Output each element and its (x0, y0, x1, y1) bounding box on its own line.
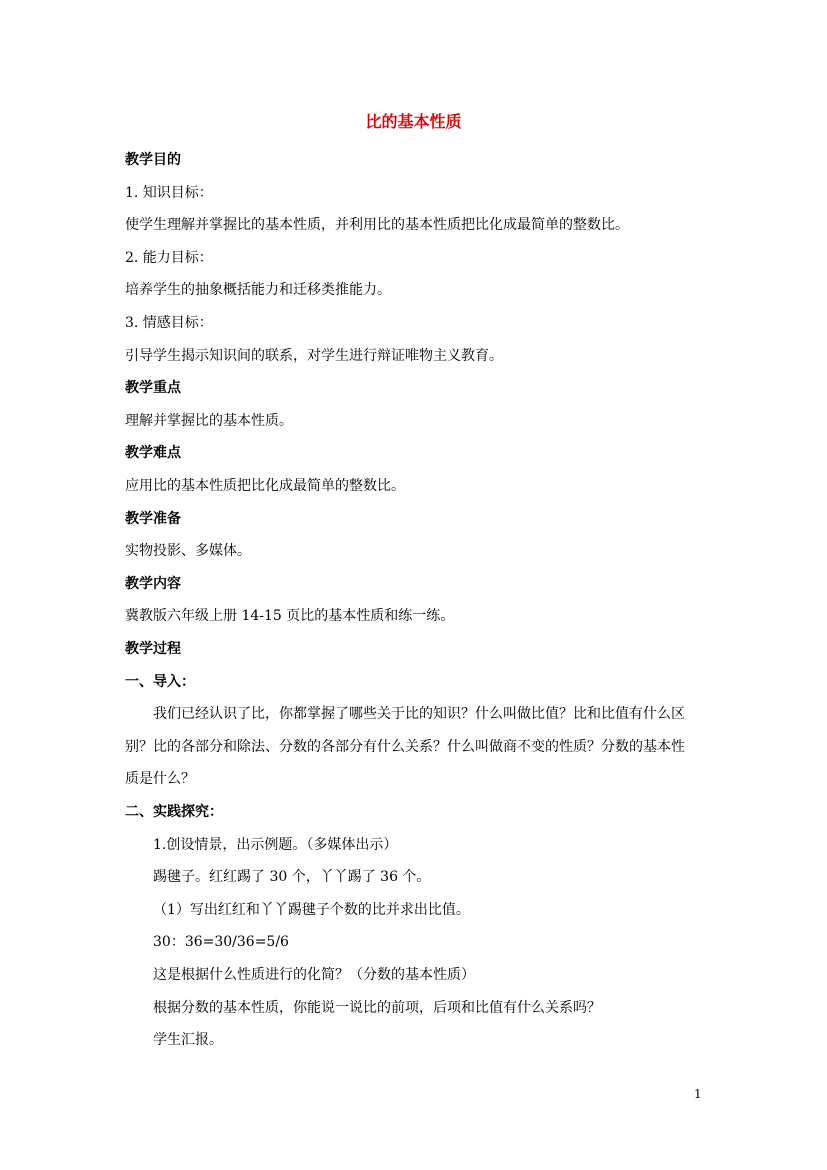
body-line: 这是根据什么性质进行的化简？（分数的基本性质） (153, 967, 475, 983)
body-line: 使学生理解并掌握比的基本性质，并利用比的基本性质把比化成最简单的整数比。 (125, 217, 629, 234)
section-heading: 教学准备 (125, 510, 181, 527)
body-line: 别？比的各部分和除法、分数的各部分有什么关系？什么叫做商不变的性质？分数的基本性 (125, 738, 685, 755)
page-number: 1 (694, 1087, 702, 1101)
body-line: 理解并掌握比的基本性质。 (125, 412, 293, 429)
section-heading: 一、导入： (125, 673, 195, 690)
section-heading: 教学难点 (125, 445, 181, 462)
body-line: 我们已经认识了比，你都掌握了哪些关于比的知识？什么叫做比值？比和比值有什么区 (153, 706, 685, 723)
body-line: 实物投影、多媒体。 (125, 543, 251, 560)
body-line: 踢毽子。红红踢了 30 个，丫丫踢了 36 个。 (153, 869, 431, 886)
body-line: 2. 能力目标： (125, 249, 213, 266)
body-line: 1.创设情景，出示例题。（多媒体出示） (153, 836, 398, 853)
body-line: 质是什么？ (125, 771, 195, 788)
section-heading: 教学重点 (125, 380, 181, 397)
body-line: 冀教版六年级上册 14-15 页比的基本性质和练一练。 (125, 608, 455, 625)
body-line: 3. 情感目标： (125, 315, 213, 331)
body-line: （1）写出红红和丫丫踢毽子个数的比并求出比值。 (153, 901, 470, 918)
body-line: 学生汇报。 (153, 1032, 223, 1049)
section-heading: 二、实践探究： (125, 804, 223, 820)
section-heading: 教学过程 (125, 641, 181, 657)
body-line: 引导学生揭示知识间的联系，对学生进行辩证唯物主义教育。 (125, 347, 503, 364)
section-heading: 教学目的 (125, 152, 181, 168)
body-line: 30：36=30/36=5/6 (153, 934, 289, 951)
body-line: 根据分数的基本性质，你能说一说比的前项，后项和比值有什么关系吗？ (153, 999, 601, 1016)
body-line: 应用比的基本性质把比化成最简单的整数比。 (125, 478, 405, 494)
body-line: 培养学生的抽象概括能力和迁移类推能力。 (125, 282, 391, 299)
section-heading: 教学内容 (125, 575, 181, 592)
document-title: 比的基本性质 (365, 112, 462, 131)
body-line: 1. 知识目标： (125, 184, 213, 201)
